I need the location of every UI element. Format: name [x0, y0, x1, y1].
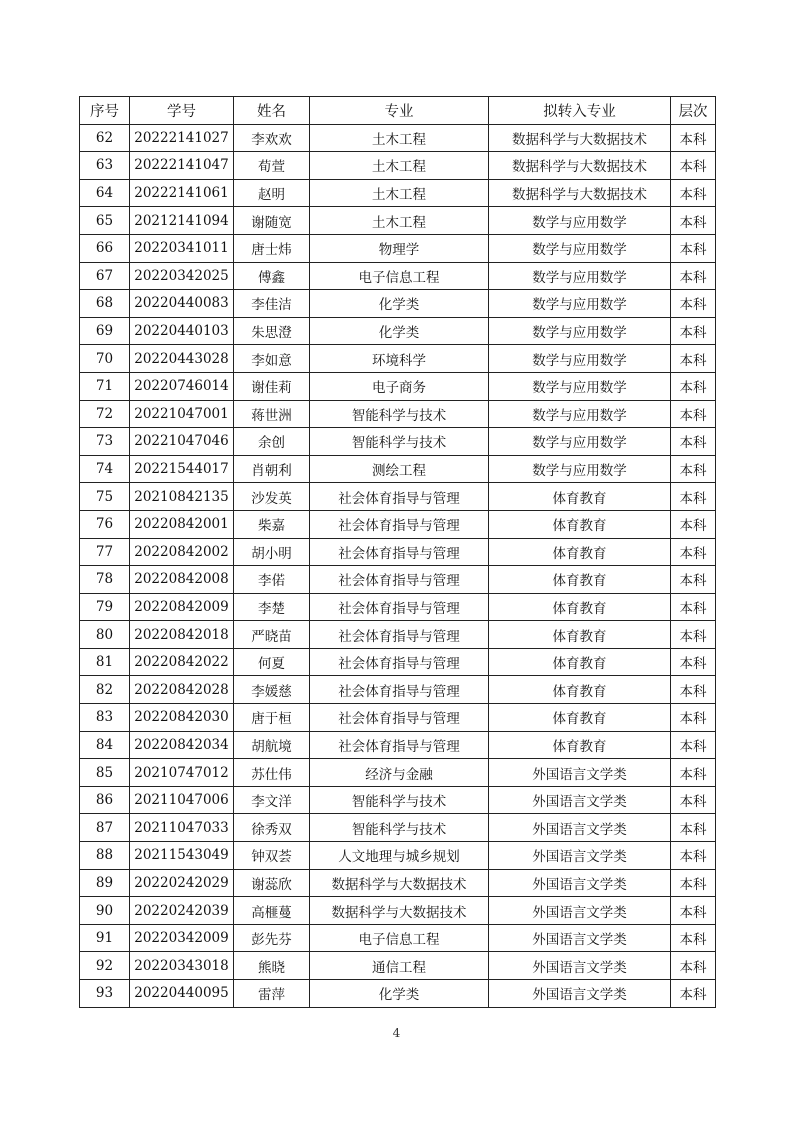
- cell-level: 本科: [671, 345, 716, 373]
- cell-level: 本科: [671, 262, 716, 290]
- cell-target-major: 数据科学与大数据技术: [489, 124, 671, 152]
- cell-major: 土木工程: [310, 179, 489, 207]
- cell-student-id: 20222141027: [130, 124, 234, 152]
- cell-target-major: 外国语言文学类: [489, 897, 671, 925]
- cell-student-id: 20220842022: [130, 648, 234, 676]
- table-row: [80, 124, 716, 152]
- cell-name: 荀萱: [234, 152, 310, 180]
- cell-student-id: 20220842008: [130, 566, 234, 594]
- table-row: [80, 759, 716, 787]
- cell-level: 本科: [671, 759, 716, 787]
- cell-student-id: 20220842028: [130, 676, 234, 704]
- cell-student-id: 20220440083: [130, 290, 234, 318]
- cell-index: 83: [80, 704, 130, 732]
- cell-index: 90: [80, 897, 130, 925]
- cell-major: 环境科学: [310, 345, 489, 373]
- cell-index: 92: [80, 952, 130, 980]
- table-row: [80, 207, 716, 235]
- cell-student-id: 20220443028: [130, 345, 234, 373]
- table-row: [80, 290, 716, 318]
- cell-index: 76: [80, 510, 130, 538]
- cell-name: 徐秀双: [234, 814, 310, 842]
- cell-name: 肖朝利: [234, 455, 310, 483]
- cell-index: 69: [80, 317, 130, 345]
- cell-level: 本科: [671, 400, 716, 428]
- cell-level: 本科: [671, 510, 716, 538]
- cell-name: 朱思澄: [234, 317, 310, 345]
- table-row: [80, 924, 716, 952]
- cell-name: 柴嘉: [234, 510, 310, 538]
- cell-target-major: 外国语言文学类: [489, 842, 671, 870]
- cell-student-id: 20220842002: [130, 538, 234, 566]
- cell-index: 85: [80, 759, 130, 787]
- cell-target-major: 数学与应用数学: [489, 262, 671, 290]
- cell-name: 李文洋: [234, 786, 310, 814]
- cell-level: 本科: [671, 290, 716, 318]
- cell-major: 社会体育指导与管理: [310, 593, 489, 621]
- cell-major: 化学类: [310, 980, 489, 1008]
- cell-target-major: 体育教育: [489, 483, 671, 511]
- table-row: [80, 317, 716, 345]
- cell-student-id: 20222141061: [130, 179, 234, 207]
- cell-level: 本科: [671, 980, 716, 1008]
- cell-level: 本科: [671, 179, 716, 207]
- cell-target-major: 体育教育: [489, 704, 671, 732]
- table-row: [80, 676, 716, 704]
- cell-index: 80: [80, 621, 130, 649]
- cell-student-id: 20220440103: [130, 317, 234, 345]
- cell-level: 本科: [671, 483, 716, 511]
- cell-target-major: 数学与应用数学: [489, 207, 671, 235]
- cell-target-major: 体育教育: [489, 593, 671, 621]
- cell-level: 本科: [671, 731, 716, 759]
- cell-target-major: 体育教育: [489, 566, 671, 594]
- cell-student-id: 20220842034: [130, 731, 234, 759]
- cell-name: 李媛慈: [234, 676, 310, 704]
- cell-student-id: 20220341011: [130, 234, 234, 262]
- table-row: [80, 593, 716, 621]
- cell-target-major: 数学与应用数学: [489, 428, 671, 456]
- cell-major: 社会体育指导与管理: [310, 510, 489, 538]
- cell-target-major: 体育教育: [489, 648, 671, 676]
- cell-name: 谢蕊欣: [234, 869, 310, 897]
- cell-name: 李楚: [234, 593, 310, 621]
- table-row: [80, 566, 716, 594]
- table-row: [80, 538, 716, 566]
- cell-target-major: 外国语言文学类: [489, 814, 671, 842]
- cell-target-major: 体育教育: [489, 621, 671, 649]
- cell-level: 本科: [671, 207, 716, 235]
- cell-index: 79: [80, 593, 130, 621]
- transfer-list-table: [79, 96, 716, 1008]
- table-row: [80, 428, 716, 456]
- cell-level: 本科: [671, 593, 716, 621]
- cell-major: 智能科学与技术: [310, 786, 489, 814]
- cell-index: 82: [80, 676, 130, 704]
- cell-student-id: 20211543049: [130, 842, 234, 870]
- cell-target-major: 外国语言文学类: [489, 924, 671, 952]
- cell-major: 社会体育指导与管理: [310, 538, 489, 566]
- cell-target-major: 数据科学与大数据技术: [489, 179, 671, 207]
- table-row: [80, 262, 716, 290]
- table-row: [80, 152, 716, 180]
- cell-target-major: 数学与应用数学: [489, 234, 671, 262]
- cell-target-major: 数学与应用数学: [489, 400, 671, 428]
- table-row: [80, 510, 716, 538]
- cell-target-major: 体育教育: [489, 538, 671, 566]
- cell-student-id: 20220842018: [130, 621, 234, 649]
- table-row: [80, 372, 716, 400]
- table-row: [80, 786, 716, 814]
- cell-name: 熊晓: [234, 952, 310, 980]
- cell-major: 智能科学与技术: [310, 428, 489, 456]
- cell-name: 钟双荟: [234, 842, 310, 870]
- cell-name: 严晓苗: [234, 621, 310, 649]
- cell-index: 64: [80, 179, 130, 207]
- cell-index: 74: [80, 455, 130, 483]
- cell-target-major: 数学与应用数学: [489, 290, 671, 318]
- cell-index: 71: [80, 372, 130, 400]
- cell-level: 本科: [671, 924, 716, 952]
- cell-name: 谢随宽: [234, 207, 310, 235]
- table-row: [80, 455, 716, 483]
- cell-level: 本科: [671, 428, 716, 456]
- cell-name: 李佳洁: [234, 290, 310, 318]
- cell-level: 本科: [671, 704, 716, 732]
- cell-major: 社会体育指导与管理: [310, 566, 489, 594]
- cell-student-id: 20211047033: [130, 814, 234, 842]
- cell-name: 赵明: [234, 179, 310, 207]
- cell-index: 73: [80, 428, 130, 456]
- cell-level: 本科: [671, 455, 716, 483]
- cell-student-id: 20220242039: [130, 897, 234, 925]
- table-row: [80, 731, 716, 759]
- cell-name: 唐于桓: [234, 704, 310, 732]
- cell-index: 86: [80, 786, 130, 814]
- cell-index: 89: [80, 869, 130, 897]
- cell-index: 65: [80, 207, 130, 235]
- cell-student-id: 20222141047: [130, 152, 234, 180]
- cell-target-major: 外国语言文学类: [489, 786, 671, 814]
- cell-level: 本科: [671, 897, 716, 925]
- cell-name: 苏仕伟: [234, 759, 310, 787]
- cell-major: 物理学: [310, 234, 489, 262]
- cell-target-major: 数学与应用数学: [489, 317, 671, 345]
- table-row: [80, 814, 716, 842]
- table-row: [80, 234, 716, 262]
- cell-major: 电子信息工程: [310, 924, 489, 952]
- cell-student-id: 20221047001: [130, 400, 234, 428]
- cell-level: 本科: [671, 952, 716, 980]
- cell-name: 谢佳莉: [234, 372, 310, 400]
- cell-level: 本科: [671, 814, 716, 842]
- cell-name: 傅鑫: [234, 262, 310, 290]
- cell-index: 81: [80, 648, 130, 676]
- cell-level: 本科: [671, 648, 716, 676]
- cell-major: 化学类: [310, 290, 489, 318]
- cell-target-major: 体育教育: [489, 676, 671, 704]
- cell-major: 测绘工程: [310, 455, 489, 483]
- cell-level: 本科: [671, 621, 716, 649]
- cell-name: 沙发英: [234, 483, 310, 511]
- table-row: [80, 621, 716, 649]
- cell-index: 91: [80, 924, 130, 952]
- table-row: [80, 842, 716, 870]
- cell-major: 社会体育指导与管理: [310, 676, 489, 704]
- cell-major: 人文地理与城乡规划: [310, 842, 489, 870]
- cell-level: 本科: [671, 124, 716, 152]
- cell-major: 土木工程: [310, 124, 489, 152]
- cell-major: 土木工程: [310, 207, 489, 235]
- cell-major: 数据科学与大数据技术: [310, 897, 489, 925]
- cell-target-major: 体育教育: [489, 510, 671, 538]
- cell-name: 李偌: [234, 566, 310, 594]
- cell-major: 化学类: [310, 317, 489, 345]
- cell-name: 李如意: [234, 345, 310, 373]
- cell-major: 土木工程: [310, 152, 489, 180]
- table-row: [80, 648, 716, 676]
- cell-major: 社会体育指导与管理: [310, 621, 489, 649]
- cell-index: 72: [80, 400, 130, 428]
- cell-index: 68: [80, 290, 130, 318]
- cell-level: 本科: [671, 676, 716, 704]
- cell-level: 本科: [671, 372, 716, 400]
- cell-target-major: 数据科学与大数据技术: [489, 152, 671, 180]
- cell-target-major: 外国语言文学类: [489, 952, 671, 980]
- cell-student-id: 20220440095: [130, 980, 234, 1008]
- cell-target-major: 体育教育: [489, 731, 671, 759]
- cell-major: 数据科学与大数据技术: [310, 869, 489, 897]
- cell-student-id: 20212141094: [130, 207, 234, 235]
- header-student-id: 学号: [130, 97, 234, 125]
- cell-index: 78: [80, 566, 130, 594]
- cell-name: 胡航境: [234, 731, 310, 759]
- cell-student-id: 20220242029: [130, 869, 234, 897]
- cell-target-major: 外国语言文学类: [489, 759, 671, 787]
- cell-level: 本科: [671, 869, 716, 897]
- cell-level: 本科: [671, 538, 716, 566]
- cell-name: 何夏: [234, 648, 310, 676]
- table-row: [80, 704, 716, 732]
- cell-target-major: 数学与应用数学: [489, 455, 671, 483]
- cell-student-id: 20220342009: [130, 924, 234, 952]
- cell-level: 本科: [671, 152, 716, 180]
- cell-major: 电子商务: [310, 372, 489, 400]
- cell-level: 本科: [671, 786, 716, 814]
- page-number: 4: [392, 1026, 401, 1040]
- cell-student-id: 20220746014: [130, 372, 234, 400]
- table-row: [80, 345, 716, 373]
- cell-student-id: 20220343018: [130, 952, 234, 980]
- cell-name: 余创: [234, 428, 310, 456]
- cell-student-id: 20220342025: [130, 262, 234, 290]
- cell-major: 经济与金融: [310, 759, 489, 787]
- table-row: [80, 980, 716, 1008]
- cell-index: 70: [80, 345, 130, 373]
- cell-student-id: 20211047006: [130, 786, 234, 814]
- cell-name: 李欢欢: [234, 124, 310, 152]
- cell-index: 87: [80, 814, 130, 842]
- cell-name: 高榧蔓: [234, 897, 310, 925]
- header-target-major: 拟转入专业: [489, 97, 671, 125]
- cell-level: 本科: [671, 234, 716, 262]
- cell-name: 蒋世洲: [234, 400, 310, 428]
- cell-student-id: 20210842135: [130, 483, 234, 511]
- cell-index: 63: [80, 152, 130, 180]
- table-row: [80, 400, 716, 428]
- cell-major: 智能科学与技术: [310, 400, 489, 428]
- table-row: [80, 483, 716, 511]
- cell-target-major: 数学与应用数学: [489, 345, 671, 373]
- cell-index: 84: [80, 731, 130, 759]
- cell-name: 唐士炜: [234, 234, 310, 262]
- header-index: 序号: [80, 97, 130, 125]
- cell-major: 电子信息工程: [310, 262, 489, 290]
- header-major: 专业: [310, 97, 489, 125]
- cell-level: 本科: [671, 566, 716, 594]
- table-row: [80, 179, 716, 207]
- table-row: [80, 869, 716, 897]
- cell-major: 通信工程: [310, 952, 489, 980]
- cell-index: 77: [80, 538, 130, 566]
- table-header-row: [80, 97, 716, 125]
- cell-target-major: 外国语言文学类: [489, 869, 671, 897]
- header-name: 姓名: [234, 97, 310, 125]
- cell-index: 62: [80, 124, 130, 152]
- cell-index: 88: [80, 842, 130, 870]
- cell-major: 社会体育指导与管理: [310, 648, 489, 676]
- cell-level: 本科: [671, 842, 716, 870]
- header-level: 层次: [671, 97, 716, 125]
- cell-index: 93: [80, 980, 130, 1008]
- table-row: [80, 897, 716, 925]
- cell-student-id: 20220842030: [130, 704, 234, 732]
- cell-student-id: 20220842009: [130, 593, 234, 621]
- cell-name: 雷萍: [234, 980, 310, 1008]
- cell-target-major: 数学与应用数学: [489, 372, 671, 400]
- cell-target-major: 外国语言文学类: [489, 980, 671, 1008]
- cell-major: 智能科学与技术: [310, 814, 489, 842]
- cell-major: 社会体育指导与管理: [310, 731, 489, 759]
- cell-student-id: 20221047046: [130, 428, 234, 456]
- cell-index: 75: [80, 483, 130, 511]
- cell-name: 彭先芬: [234, 924, 310, 952]
- cell-major: 社会体育指导与管理: [310, 483, 489, 511]
- cell-index: 66: [80, 234, 130, 262]
- cell-level: 本科: [671, 317, 716, 345]
- cell-student-id: 20221544017: [130, 455, 234, 483]
- cell-index: 67: [80, 262, 130, 290]
- cell-student-id: 20210747012: [130, 759, 234, 787]
- cell-major: 社会体育指导与管理: [310, 704, 489, 732]
- table-row: [80, 952, 716, 980]
- cell-name: 胡小明: [234, 538, 310, 566]
- cell-student-id: 20220842001: [130, 510, 234, 538]
